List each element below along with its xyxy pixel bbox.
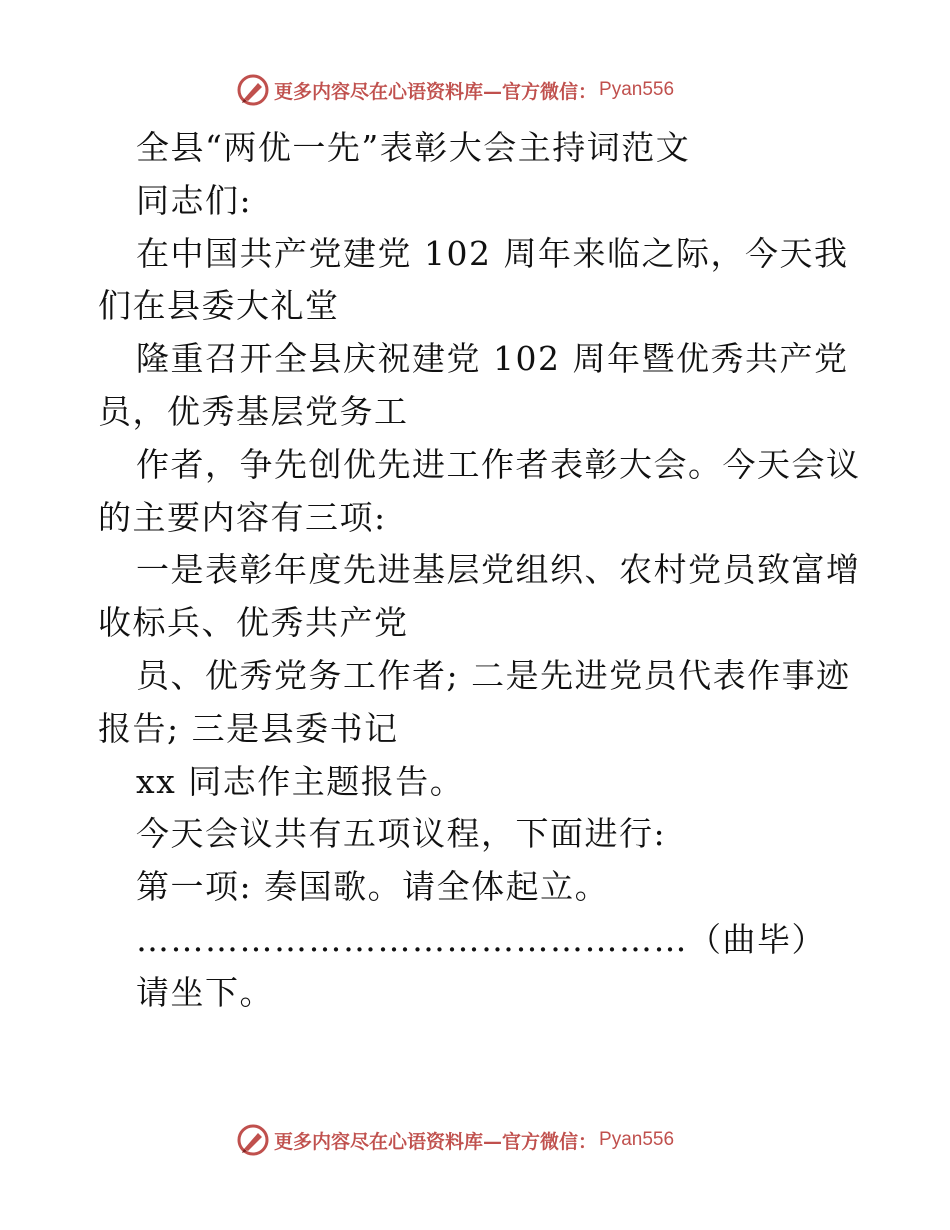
paragraph-line: 在中国共产党建党 102 周年来临之际，今天我 — [136, 233, 849, 273]
paragraph-line: 报告; 三是县委书记 — [98, 708, 399, 748]
watermark-id: Pyan556 — [599, 79, 675, 100]
paragraph-line: 员、优秀党务工作者; 二是先进党员代表作事迹 — [136, 655, 851, 695]
paragraph-line: 一是表彰年度先进基层党组织、农村党员致富增 — [136, 550, 861, 590]
paragraph-line: 收标兵、优秀共产党 — [98, 603, 409, 643]
paragraph-line: 今天会议共有五项议程，下面进行: — [136, 814, 667, 854]
paragraph-line: 请坐下。 — [136, 972, 274, 1012]
paragraph-line: …………………………………………（曲毕） — [136, 919, 826, 959]
paragraph-line: 第一项: 奏国歌。请全体起立。 — [136, 867, 610, 907]
paragraph-line: 全县“两优一先”表彰大会主持词范文 — [136, 128, 691, 167]
paragraph-line: 作者，争先创优先进工作者表彰大会。今天会议 — [136, 444, 861, 484]
watermark-text: 更多内容尽在心语资料库—官方微信： — [274, 1130, 598, 1153]
pen-logo-icon — [236, 1123, 270, 1157]
watermark-id: Pyan556 — [599, 1129, 675, 1150]
header-watermark — [236, 72, 674, 108]
footer-watermark — [236, 1122, 674, 1158]
paragraph-line: 同志们: — [136, 180, 253, 220]
pen-logo-icon — [236, 73, 270, 107]
paragraph-line: xx 同志作主题报告。 — [136, 761, 465, 801]
paragraph-line: 的主要内容有三项: — [98, 497, 387, 537]
document-body — [98, 122, 861, 1020]
paragraph-line: 隆重召开全县庆祝建党 102 周年暨优秀共产党 — [136, 339, 849, 379]
watermark-text: 更多内容尽在心语资料库—官方微信： — [274, 80, 598, 103]
paragraph-line: 们在县委大礼堂 — [98, 286, 340, 326]
paragraph-line: 员，优秀基层党务工 — [98, 391, 409, 431]
